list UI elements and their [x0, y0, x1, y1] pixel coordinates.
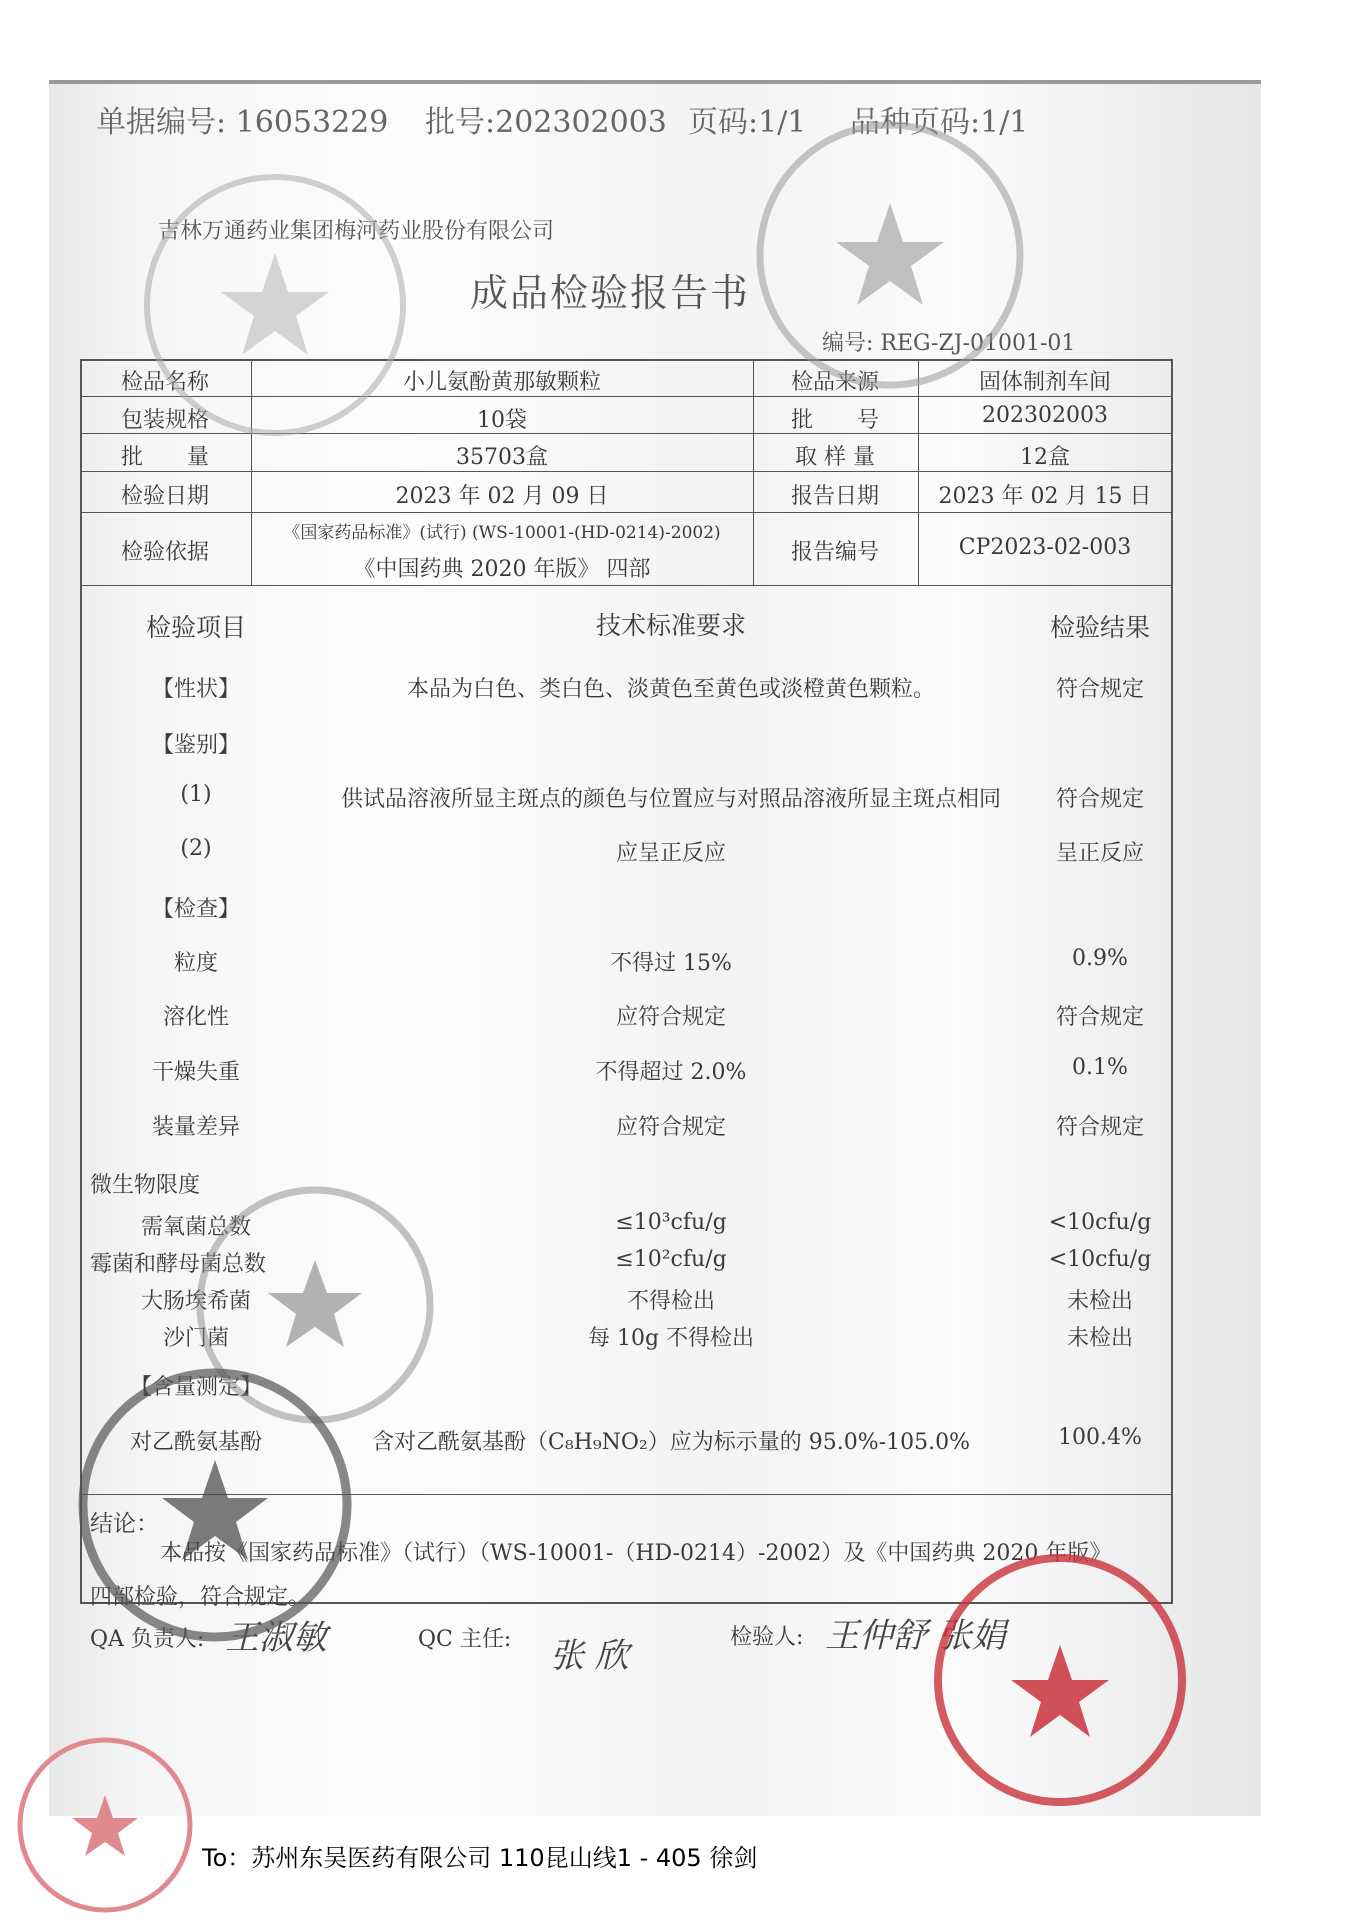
inspector-signature: 王仲舒 张娟: [825, 1616, 1006, 1656]
col-item: 检验项目: [145, 613, 247, 642]
row-item: 溶化性: [162, 1005, 230, 1030]
batch-value: 202302003: [982, 403, 1108, 428]
row-item: 【性状】: [151, 677, 241, 702]
row-result: 0.9%: [1072, 946, 1128, 971]
row-standard: 不得超过 2.0%: [595, 1060, 747, 1085]
source-value: 固体制剂车间: [978, 370, 1112, 395]
doc-number: 单据编号: 16053229: [96, 105, 389, 140]
basis-line-1: 《国家药品标准》(试行) (WS-10001-(HD-0214)-2002): [283, 523, 721, 543]
col-result: 检验结果: [1049, 613, 1151, 642]
row-result: 符合规定: [1055, 1115, 1145, 1140]
row-item: 需氧菌总数: [140, 1215, 252, 1240]
qc-label: QC 主任:: [418, 1627, 512, 1652]
company-stamp-2: [750, 115, 1030, 395]
row-item: 粒度: [173, 951, 219, 976]
conclusion-line-2: 四部检验，符合规定。: [90, 1585, 311, 1610]
row-item: 霉菌和酵母菌总数: [90, 1252, 267, 1277]
page-number: 页码:1/1: [688, 105, 807, 140]
qa-signature: 王淑敏: [225, 1618, 327, 1658]
recipient-stamp: [10, 1730, 200, 1920]
row-item: 微生物限度: [90, 1173, 201, 1198]
divider: [80, 585, 1173, 586]
form-code: 编号: REG-ZJ-01001-01: [822, 331, 1076, 356]
row-result: <10cfu/g: [1048, 1210, 1152, 1235]
sample-value: 12盒: [1020, 445, 1070, 470]
row-standard: 含对乙酰氨基酚（C₈H₉NO₂）应为标示量的 95.0%-105.0%: [372, 1430, 970, 1455]
label-test-date: 检验日期: [120, 484, 210, 509]
row-standard: 不得过 15%: [610, 951, 732, 976]
company-name: 吉林万通药业集团梅河药业股份有限公司: [158, 219, 555, 244]
row-result: 未检出: [1066, 1326, 1134, 1351]
conclusion-line-1: 本品按《国家药品标准》（试行）（WS-10001-（HD-0214）-2002）及《中国药典 2020 年版》: [160, 1541, 1112, 1566]
row-standard: 应符合规定: [615, 1005, 727, 1030]
row-standard: 供试品溶液所显主斑点的颜色与位置应与对照品溶液所显主斑点相同: [340, 787, 1002, 812]
label-name: 检品名称: [120, 370, 210, 395]
row-item: (1): [180, 782, 212, 807]
label-spec: 包装规格: [120, 408, 210, 433]
row-result: 符合规定: [1055, 787, 1145, 812]
row-item: (2): [180, 836, 212, 861]
basis-line-2: 《中国药典 2020 年版》 四部: [353, 557, 651, 582]
divider: [80, 471, 1173, 472]
row-standard: 不得检出: [626, 1289, 716, 1314]
report-date: 2023 年 02 月 15 日: [938, 484, 1152, 509]
qa-label: QA 负责人:: [90, 1627, 205, 1652]
label-qty: 批 量: [120, 445, 210, 470]
row-item: 干燥失重: [151, 1060, 241, 1085]
label-batch: 批 号: [790, 408, 880, 433]
label-sample: 取 样 量: [795, 445, 875, 470]
row-result: <10cfu/g: [1048, 1247, 1152, 1272]
recipient-footer: To：苏州东吴医药有限公司 110昆山线1 - 405 徐剑: [202, 1844, 758, 1872]
label-report-date: 报告日期: [790, 484, 880, 509]
product-name: 小儿氨酚黄那敏颗粒: [402, 370, 602, 395]
row-standard: ≤10³cfu/g: [615, 1210, 727, 1235]
row-result: 0.1%: [1072, 1055, 1128, 1080]
row-item: 【检查】: [151, 897, 241, 922]
qty-value: 35703盒: [456, 445, 548, 470]
page-title: 成品检验报告书: [470, 271, 751, 315]
row-item: 【鉴别】: [151, 733, 241, 758]
conclusion-label: 结论：: [90, 1511, 159, 1537]
label-basis: 检验依据: [120, 540, 210, 565]
quality-stamp-red: [925, 1545, 1195, 1815]
row-item: 大肠埃希菌: [140, 1289, 252, 1314]
inspector-label: 检验人:: [730, 1625, 804, 1650]
company-stamp-1: [135, 165, 415, 445]
row-standard: 本品为白色、类白色、淡黄色至黄色或淡橙黄色颗粒。: [406, 677, 936, 702]
test-date: 2023 年 02 月 09 日: [395, 484, 609, 509]
row-item: 装量差异: [151, 1115, 241, 1140]
row-result: 呈正反应: [1055, 841, 1145, 866]
row-standard: 应呈正反应: [615, 841, 727, 866]
row-standard: 应符合规定: [615, 1115, 727, 1140]
label-report-no: 报告编号: [790, 540, 880, 565]
label-source: 检品来源: [790, 370, 880, 395]
row-result: 100.4%: [1058, 1425, 1142, 1450]
row-item: 沙门菌: [162, 1326, 230, 1351]
qc-signature: 张 欣: [550, 1636, 629, 1676]
row-result: 符合规定: [1055, 677, 1145, 702]
row-result: 未检出: [1066, 1289, 1134, 1314]
row-item: 【含量测定】: [129, 1375, 263, 1400]
row-result: 符合规定: [1055, 1005, 1145, 1030]
divider: [80, 512, 1173, 513]
report-no: CP2023-02-003: [958, 535, 1132, 560]
quality-stamp-gray: [70, 1360, 360, 1650]
col-standard: 技术标准要求: [595, 611, 747, 640]
row-standard: 每 10g 不得检出: [587, 1326, 755, 1351]
variety-page: 品种页码:1/1: [850, 105, 1029, 140]
row-item: 对乙酰氨基酚: [129, 1430, 263, 1455]
row-standard: ≤10²cfu/g: [615, 1247, 727, 1272]
spec-value: 10袋: [477, 408, 527, 433]
batch-header: 批号:202302003: [425, 105, 667, 140]
